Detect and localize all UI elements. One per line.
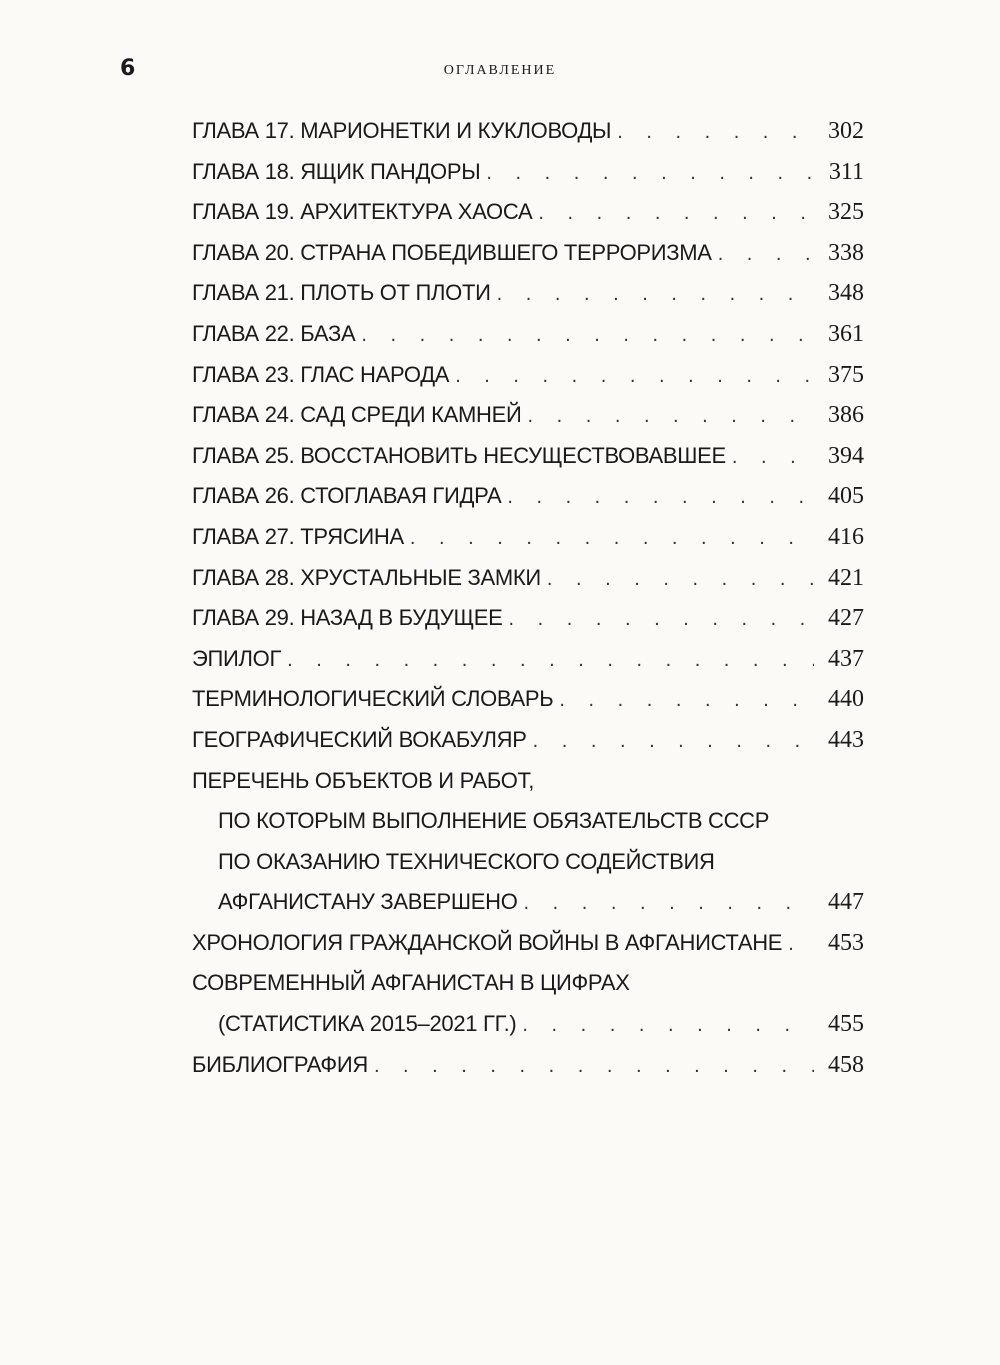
dot-leader	[507, 486, 814, 509]
toc-entry	[192, 240, 864, 281]
toc-page-number: 311	[828, 158, 864, 185]
toc-entry-title: ГЛАВА 25. ВОССТАНОВИТЬ НЕСУЩЕСТВОВАВШЕЕ	[192, 442, 726, 468]
dot-leader	[497, 283, 814, 306]
toc-page-number: 443	[828, 726, 864, 753]
dot-leader	[732, 446, 814, 469]
dot-leader	[533, 730, 814, 753]
toc-entry-title: СОВРЕМЕННЫЙ АФГАНИСТАН В ЦИФРАХ	[192, 970, 630, 996]
dot-leader	[527, 405, 814, 428]
toc-page-number: 458	[828, 1051, 864, 1078]
toc-entry-title: (СТАТИСТИКА 2015–2021 ГГ.)	[218, 1011, 517, 1037]
dot-leader	[522, 1014, 814, 1037]
toc-entry-title: ГЛАВА 24. САД СРЕДИ КАМНЕЙ	[192, 402, 522, 428]
toc-page-number: 427	[828, 605, 864, 632]
toc-entry	[192, 768, 864, 809]
dot-leader	[374, 1055, 814, 1078]
toc-page-number: 325	[828, 199, 864, 226]
toc-entry	[192, 159, 864, 200]
toc-entry-title: ГЛАВА 20. СТРАНА ПОБЕДИВШЕГО ТЕРРОРИЗМА	[192, 239, 712, 265]
toc-entry	[192, 1011, 864, 1052]
toc-entry-title: ГЛАВА 19. АРХИТЕКТУРА ХАОСА	[192, 199, 533, 225]
toc-entry-title: БИБЛИОГРАФИЯ	[192, 1051, 368, 1077]
toc-entry	[192, 849, 864, 890]
toc-entry	[192, 808, 864, 849]
toc-page-number: 386	[828, 402, 864, 429]
dot-leader	[559, 689, 814, 712]
toc-page-number: 447	[828, 889, 864, 916]
toc-entry-title: ГЛАВА 26. СТОГЛАВАЯ ГИДРА	[192, 483, 502, 509]
page-number: 6	[120, 56, 136, 81]
toc-page-number: 416	[828, 523, 864, 550]
toc-entry	[192, 970, 864, 1011]
dot-leader	[361, 324, 814, 347]
toc-entry-title: ГЛАВА 23. ГЛАС НАРОДА	[192, 361, 450, 387]
dot-leader	[524, 892, 814, 915]
toc-entry-title: ГЛАВА 17. МАРИОНЕТКИ И КУКЛОВОДЫ	[192, 118, 612, 143]
dot-leader	[788, 933, 814, 956]
toc-entry	[192, 280, 864, 321]
toc-entry-title: ГЛАВА 21. ПЛОТЬ ОТ ПЛОТИ	[192, 280, 491, 306]
toc-page-number: 348	[828, 280, 864, 307]
toc-entry-title: ГЛАВА 27. ТРЯСИНА	[192, 523, 404, 549]
toc-entry-title: ЭПИЛОГ	[192, 645, 282, 671]
toc-entry	[192, 930, 864, 971]
toc-entry-title: ГЛАВА 29. НАЗАД В БУДУЩЕЕ	[192, 605, 503, 631]
toc-entry	[192, 118, 864, 159]
dot-leader	[718, 243, 814, 266]
dot-leader	[547, 568, 814, 591]
toc-entry-title: ПО КОТОРЫМ ВЫПОЛНЕНИЕ ОБЯЗАТЕЛЬСТВ СССР	[218, 808, 770, 834]
toc-page-number: 361	[828, 320, 864, 347]
toc-entry-title: АФГАНИСТАНУ ЗАВЕРШЕНО	[218, 889, 518, 915]
toc-page-number: 437	[828, 645, 864, 672]
toc-entry	[192, 443, 864, 484]
dot-leader	[410, 527, 814, 550]
toc-entry	[192, 402, 864, 443]
toc-page-number: 375	[828, 361, 864, 388]
toc-page-number: 421	[828, 564, 864, 591]
toc-entry-title: ТЕРМИНОЛОГИЧЕСКИЙ СЛОВАРЬ	[192, 686, 554, 712]
toc-page-number: 405	[828, 483, 864, 510]
toc-entry	[192, 889, 864, 930]
toc-entry	[192, 483, 864, 524]
running-header: ОГЛАВЛЕНИЕ	[443, 63, 557, 78]
toc-entry-title: ГЛАВА 18. ЯЩИК ПАНДОРЫ	[192, 158, 481, 184]
toc-page-number: 394	[828, 442, 864, 469]
toc-entry	[192, 727, 864, 768]
dot-leader	[455, 365, 814, 388]
toc-entry-title: ПО ОКАЗАНИЮ ТЕХНИЧЕСКОГО СОДЕЙСТВИЯ	[218, 848, 715, 874]
table-of-contents	[192, 118, 864, 1092]
toc-page-number: 338	[828, 239, 864, 266]
toc-entry	[192, 524, 864, 565]
dot-leader	[287, 649, 814, 672]
toc-entry-title: ГЕОГРАФИЧЕСКИЙ ВОКАБУЛЯР	[192, 726, 527, 752]
dot-leader	[538, 202, 814, 225]
toc-entry-title: ХРОНОЛОГИЯ ГРАЖДАНСКОЙ ВОЙНЫ В АФГАНИСТАНЕ	[192, 929, 783, 955]
dot-leader	[486, 162, 814, 185]
toc-entry	[192, 605, 864, 646]
toc-page-number: 440	[828, 686, 864, 713]
dot-leader	[509, 608, 814, 631]
toc-entry-title: ПЕРЕЧЕНЬ ОБЪЕКТОВ И РАБОТ,	[192, 767, 535, 793]
toc-entry	[192, 646, 864, 687]
toc-page-number: 302	[828, 118, 864, 144]
toc-page-number: 455	[828, 1011, 864, 1038]
toc-entry-title: ГЛАВА 28. ХРУСТАЛЬНЫЕ ЗАМКИ	[192, 564, 541, 590]
toc-entry	[192, 321, 864, 362]
dot-leader	[617, 121, 814, 144]
toc-page-number: 453	[828, 929, 864, 956]
toc-entry-title: ГЛАВА 22. БАЗА	[192, 320, 356, 346]
toc-entry	[192, 686, 864, 727]
toc-entry	[192, 565, 864, 606]
toc-entry	[192, 199, 864, 240]
toc-entry	[192, 362, 864, 403]
toc-entry	[192, 1052, 864, 1093]
